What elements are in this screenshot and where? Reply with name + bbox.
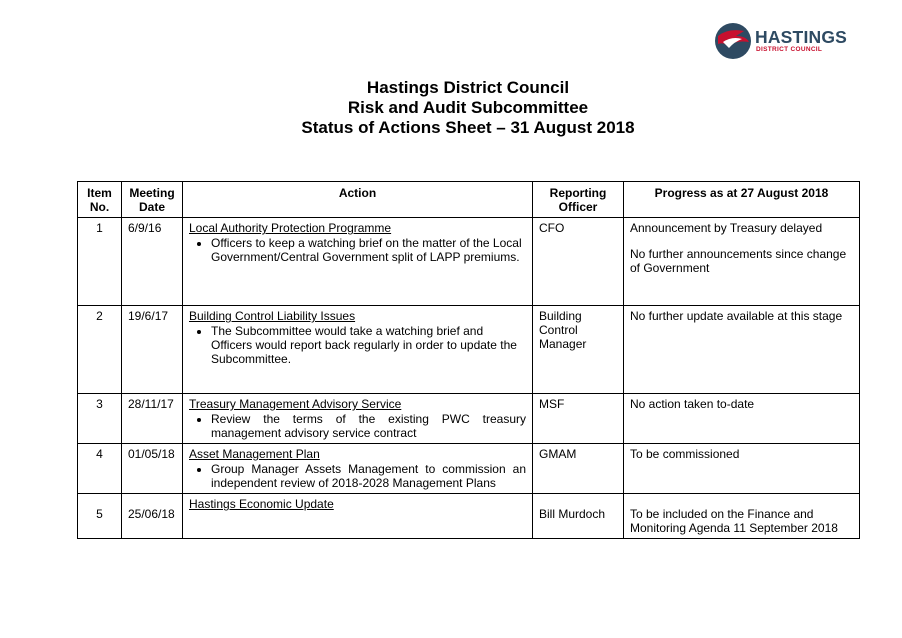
progress-text: No further update available at this stage <box>630 309 843 323</box>
progress-cell <box>624 218 860 306</box>
reporting-officer: MSF <box>533 394 624 444</box>
table-row <box>78 394 860 444</box>
item-no: 1 <box>78 218 122 306</box>
progress-text: No further announcements since change of Government <box>630 247 847 275</box>
table-row <box>78 306 860 394</box>
action-bullets <box>189 462 526 490</box>
header-item-no: Item No. <box>78 182 122 218</box>
progress-text: Announcement by Treasury delayed <box>630 221 823 235</box>
item-no: 3 <box>78 394 122 444</box>
meeting-date: 6/9/16 <box>122 218 183 306</box>
document-header <box>0 78 902 138</box>
meeting-date: 19/6/17 <box>122 306 183 394</box>
action-cell <box>183 218 533 306</box>
header-meeting-date: Meeting Date <box>122 182 183 218</box>
table-row <box>78 494 860 539</box>
hastings-emblem-icon <box>714 22 752 60</box>
header-progress: Progress as at 27 August 2018 <box>624 182 860 218</box>
item-no: 2 <box>78 306 122 394</box>
meeting-date: 28/11/17 <box>122 394 183 444</box>
action-cell <box>183 494 533 539</box>
action-bullet: • Group Manager Assets Management to commission an independent review of 2018-2028 Management Plans <box>211 462 526 490</box>
progress-text: To be included on the Finance and Monitoring Agenda 11 September 2018 <box>630 507 838 535</box>
status-of-actions-table <box>77 181 860 539</box>
logo-wordmark: HASTINGS <box>755 27 848 47</box>
progress-cell <box>624 494 860 539</box>
logo-subtitle: DISTRICT COUNCIL <box>756 46 823 53</box>
meeting-date: 01/05/18 <box>122 444 183 494</box>
header-action: Action <box>183 182 533 218</box>
action-cell <box>183 394 533 444</box>
table-row <box>78 218 860 306</box>
progress-cell <box>624 444 860 494</box>
meeting-date: 25/06/18 <box>122 494 183 539</box>
action-cell <box>183 444 533 494</box>
action-bullet: • Officers to keep a watching brief on the matter of the Local Government/Central Government split of LAPP premiums. <box>211 236 526 264</box>
action-title: Treasury Management Advisory Service <box>189 397 402 411</box>
action-title: Building Control Liability Issues <box>189 309 356 323</box>
council-logo <box>714 22 849 60</box>
action-cell <box>183 306 533 394</box>
action-bullet: • The Subcommittee would take a watching brief and Officers would report back regularly in order to update the Subcommittee. <box>211 324 526 366</box>
action-bullets <box>189 236 526 264</box>
action-bullets <box>189 412 526 440</box>
table-row <box>78 444 860 494</box>
action-title: Local Authority Protection Programme <box>189 221 392 235</box>
item-no: 5 <box>78 494 122 539</box>
header-sheet-title: Status of Actions Sheet – 31 August 2018 <box>301 118 635 137</box>
item-no: 4 <box>78 444 122 494</box>
progress-text: To be commissioned <box>630 447 740 461</box>
header-council: Hastings District Council <box>366 78 570 97</box>
progress-cell <box>624 306 860 394</box>
action-bullets <box>189 324 526 366</box>
reporting-officer: Building Control Manager <box>533 306 624 394</box>
reporting-officer: CFO <box>533 218 624 306</box>
header-reporting-officer: Reporting Officer <box>533 182 624 218</box>
table-header-row <box>78 182 860 218</box>
progress-cell <box>624 394 860 444</box>
reporting-officer: GMAM <box>533 444 624 494</box>
reporting-officer: Bill Murdoch <box>533 494 624 539</box>
action-title: Hastings Economic Update <box>189 497 334 511</box>
action-title: Asset Management Plan <box>189 447 320 461</box>
progress-text: No action taken to-date <box>630 397 755 411</box>
header-committee: Risk and Audit Subcommittee <box>347 98 589 117</box>
action-bullet: • Review the terms of the existing PWC treasury management advisory service contract <box>211 412 526 440</box>
